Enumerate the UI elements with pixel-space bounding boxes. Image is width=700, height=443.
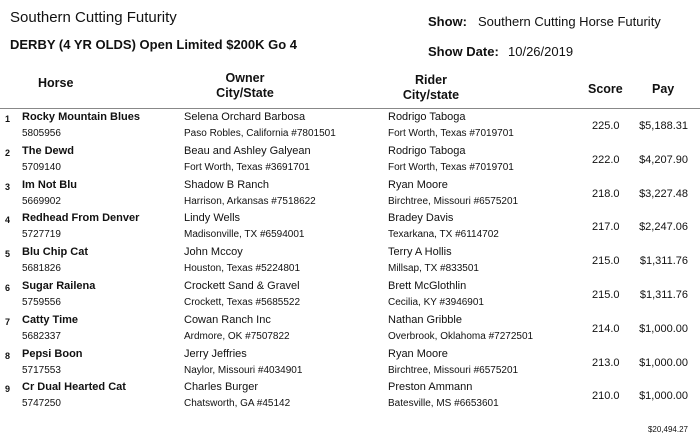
- horse-registration: 5747250: [22, 398, 61, 410]
- payout: $1,311.76: [639, 255, 688, 268]
- owner-name: Beau and Ashley Galyean: [184, 144, 311, 157]
- header-divider: [0, 108, 700, 109]
- column-header-owner-name: Owner: [225, 71, 265, 85]
- rider-name: Bradey Davis: [388, 212, 454, 225]
- score: 222.0: [592, 153, 620, 166]
- horse-name: Rocky Mountain Blues: [22, 111, 140, 123]
- score: 210.0: [592, 390, 620, 403]
- rider-city: Cecilia, KY #3946901: [388, 297, 484, 308]
- payout: $1,000.00: [639, 390, 688, 403]
- horse-name: Im Not Blu: [22, 178, 77, 191]
- horse-name: Sugar Railena: [22, 280, 96, 292]
- column-header-score: Score: [588, 82, 623, 96]
- owner-city: Houston, Texas #5224801: [184, 263, 301, 275]
- owner-name: Selena Orchard Barbosa: [184, 111, 306, 123]
- horse-registration: 5669902: [22, 195, 61, 207]
- place-number: 1: [5, 114, 11, 124]
- rider-name: Brett McGlothlin: [388, 280, 467, 292]
- payout: $2,247.06: [639, 221, 688, 234]
- owner-city: Madisonville, TX #6594001: [184, 229, 305, 241]
- horse-registration: 5682337: [22, 330, 61, 342]
- payout: $5,188.31: [639, 120, 688, 132]
- place-number: 8: [5, 350, 11, 361]
- owner-city: Harrison, Arkansas #7518622: [184, 195, 316, 207]
- owner-name: Lindy Wells: [184, 212, 241, 225]
- owner-city: Naylor, Missouri #4034901: [184, 364, 303, 376]
- horse-registration: 5717553: [22, 364, 61, 376]
- payout: $1,000.00: [639, 356, 688, 369]
- horse-name: Pepsi Boon: [22, 347, 83, 360]
- score: 214.0: [592, 322, 620, 335]
- column-header-owner: [190, 71, 300, 101]
- rider-city: Birchtree, Missouri #6575201: [388, 195, 519, 207]
- payout: $3,227.48: [639, 187, 688, 200]
- owner-city: Crockett, Texas #5685522: [184, 297, 301, 308]
- score: 215.0: [592, 289, 620, 301]
- owner-name: Shadow B Ranch: [184, 178, 269, 191]
- rider-name: Rodrigo Taboga: [388, 144, 466, 157]
- score: 225.0: [592, 120, 620, 132]
- owner-name: Charles Burger: [184, 381, 258, 394]
- owner-name: John Mccoy: [184, 246, 243, 259]
- event-title: Southern Cutting Futurity: [10, 9, 177, 26]
- owner-city: Paso Robles, California #7801501: [184, 128, 336, 139]
- place-number: 4: [5, 215, 11, 226]
- place-number: 6: [5, 283, 11, 293]
- score: 215.0: [592, 255, 620, 268]
- rider-city: Batesville, MS #6653601: [388, 398, 499, 410]
- column-header-rider-name: Rider: [415, 73, 447, 87]
- owner-city: Ardmore, OK #7507822: [184, 330, 290, 342]
- payout: $1,311.76: [639, 289, 688, 301]
- owner-name: Cowan Ranch Inc: [184, 313, 271, 326]
- owner-name: Jerry Jeffries: [184, 347, 247, 360]
- rider-name: Nathan Gribble: [388, 313, 462, 326]
- rider-city: Birchtree, Missouri #6575201: [388, 364, 519, 376]
- place-number: 9: [5, 384, 11, 395]
- show-date: 10/26/2019: [508, 44, 574, 59]
- score: 217.0: [592, 221, 620, 234]
- rider-city: Fort Worth, Texas #7019701: [388, 161, 514, 173]
- horse-name: Blu Chip Cat: [22, 246, 88, 259]
- place-number: 3: [5, 181, 11, 192]
- horse-name: Catty Time: [22, 313, 79, 326]
- rider-city: Fort Worth, Texas #7019701: [388, 128, 514, 139]
- show-label: Show:: [428, 14, 467, 29]
- rider-city: Millsap, TX #833501: [388, 263, 479, 275]
- rider-name: Terry A Hollis: [388, 246, 452, 259]
- column-header-rider: [376, 73, 486, 103]
- column-header-owner-city: City/State: [216, 86, 274, 100]
- rider-name: Preston Ammann: [388, 381, 473, 394]
- rider-name: Rodrigo Taboga: [388, 111, 466, 123]
- rider-name: Ryan Moore: [388, 178, 448, 191]
- horse-name: The Dewd: [22, 144, 74, 157]
- place-number: 2: [5, 147, 11, 158]
- column-header-horse: Horse: [38, 76, 74, 90]
- horse-registration: 5805956: [22, 128, 61, 139]
- payout: $4,207.90: [639, 153, 688, 166]
- rider-city: Overbrook, Oklahoma #7272501: [388, 330, 534, 342]
- owner-name: Crockett Sand & Gravel: [184, 280, 300, 292]
- horse-name: Redhead From Denver: [22, 212, 140, 225]
- horse-registration: 5727719: [22, 229, 61, 241]
- score: 218.0: [592, 187, 620, 200]
- show-date-label: Show Date:: [428, 44, 499, 59]
- rider-city: Texarkana, TX #6114702: [388, 229, 499, 241]
- score: 213.0: [592, 356, 620, 369]
- total-payout: $20,494.27: [647, 425, 688, 434]
- payout: $1,000.00: [639, 322, 688, 335]
- horse-registration: 5709140: [22, 161, 61, 173]
- horse-registration: 5759556: [22, 297, 61, 308]
- column-header-pay: Pay: [652, 82, 675, 96]
- place-number: 5: [5, 249, 11, 260]
- rider-name: Ryan Moore: [388, 347, 448, 360]
- horse-registration: 5681826: [22, 263, 61, 275]
- owner-city: Fort Worth, Texas #3691701: [184, 161, 310, 173]
- show-name: Southern Cutting Horse Futurity: [478, 14, 661, 29]
- column-header-rider-city: City/state: [402, 88, 460, 102]
- owner-city: Chatsworth, GA #45142: [184, 398, 291, 410]
- class-title: DERBY (4 YR OLDS) Open Limited $200K Go 4: [10, 37, 298, 52]
- horse-name: Cr Dual Hearted Cat: [22, 381, 126, 394]
- place-number: 7: [5, 316, 11, 327]
